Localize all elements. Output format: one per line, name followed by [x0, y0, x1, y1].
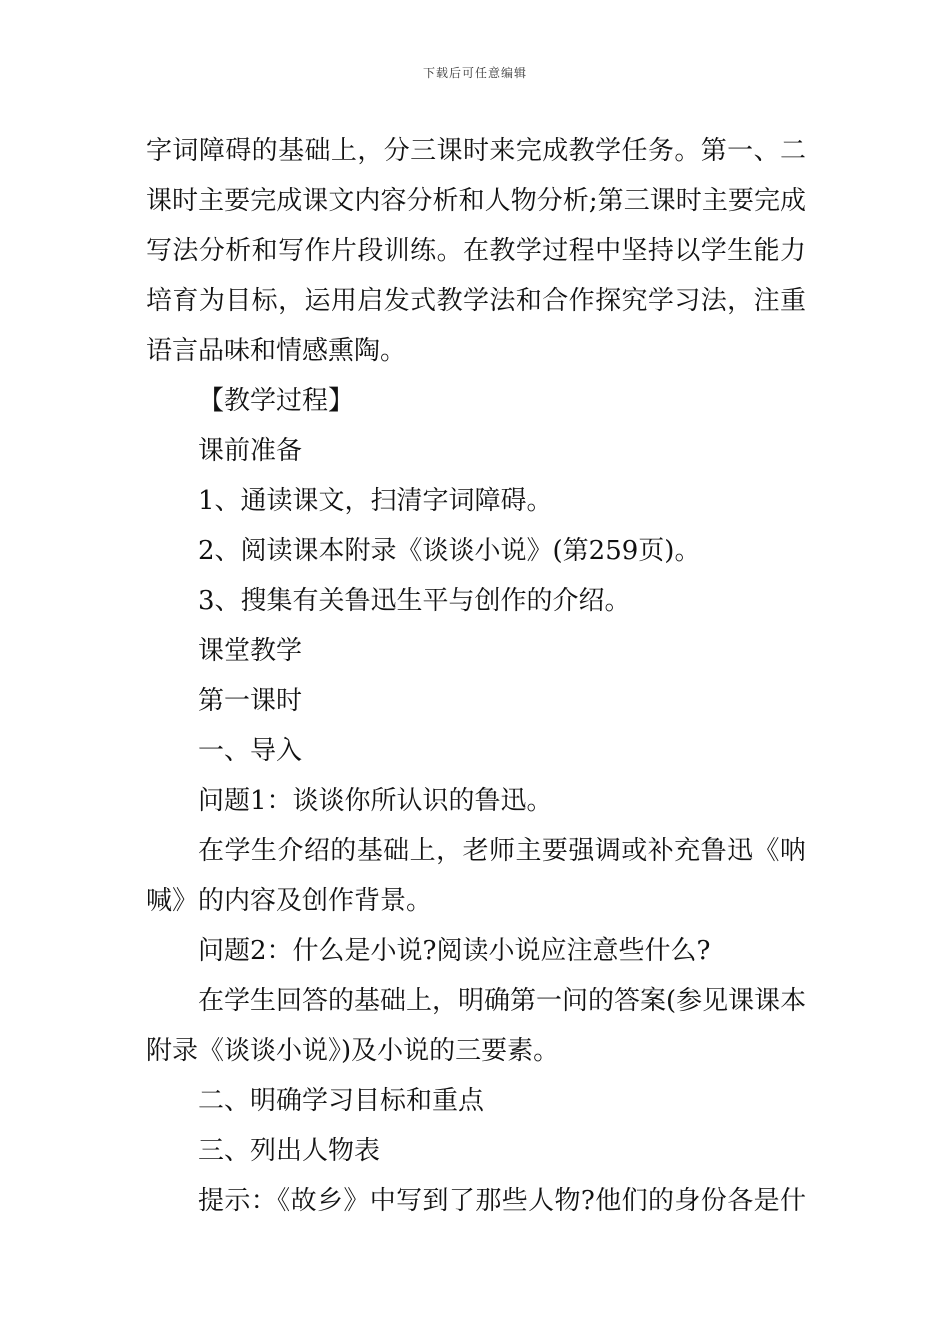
list-item: 2、阅读课本附录《谈谈小说》(第259页)。 — [198, 536, 701, 566]
paragraph-line: 写法分析和写作片段训练。在教学过程中坚持以学生能力 — [146, 236, 806, 266]
list-item: 1、通读课文，扫清字词障碍。 — [198, 486, 553, 516]
paragraph-line: 培育为目标，运用启发式教学法和合作探究学习法，注重 — [146, 286, 806, 316]
paragraph-line: 附录《谈谈小说》)及小说的三要素。 — [146, 1036, 560, 1066]
step-heading: 一、导入 — [198, 736, 303, 766]
question-line: 问题2：什么是小说?阅读小说应注意些什么? — [198, 936, 711, 966]
section-heading: 【教学过程】 — [198, 386, 355, 416]
step-heading: 二、明确学习目标和重点 — [198, 1086, 485, 1116]
step-heading: 三、列出人物表 — [198, 1136, 381, 1166]
paragraph-line: 字词障碍的基础上，分三课时来完成教学任务。第一、二 — [146, 136, 806, 166]
paragraph-line: 课时主要完成课文内容分析和人物分析;第三课时主要完成 — [146, 186, 806, 216]
paragraph-line: 提示：《故乡》中写到了那些人物?他们的身份各是什 — [198, 1186, 806, 1216]
paragraph-line: 在学生介绍的基础上，老师主要强调或补充鲁迅《呐 — [198, 836, 806, 866]
document-body — [146, 126, 806, 1226]
paragraph-line: 喊》的内容及创作背景。 — [146, 886, 433, 916]
subsection-heading: 课前准备 — [198, 436, 303, 466]
question-line: 问题1：谈谈你所认识的鲁迅。 — [198, 786, 553, 816]
list-item: 3、搜集有关鲁迅生平与创作的介绍。 — [198, 586, 631, 616]
paragraph-line: 在学生回答的基础上，明确第一问的答案(参见课课本 — [198, 986, 806, 1016]
subsection-heading: 第一课时 — [198, 686, 303, 716]
subsection-heading: 课堂教学 — [198, 636, 303, 666]
paragraph-line: 语言品味和情感熏陶。 — [146, 336, 407, 366]
page-header: 下载后可任意编辑 — [422, 66, 527, 80]
